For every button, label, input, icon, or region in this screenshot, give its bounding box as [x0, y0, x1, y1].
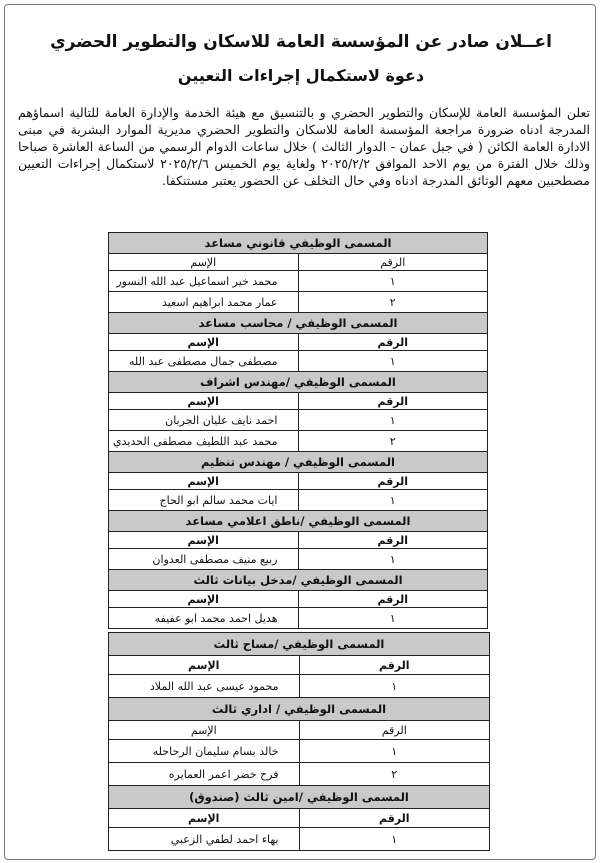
- job-title-header: المسمى الوظيفي /امين ثالث (صندوق): [109, 786, 490, 809]
- table-row: [109, 828, 490, 851]
- number-column-header: الرقم: [299, 809, 490, 828]
- name-column-header: الإسم: [109, 656, 300, 675]
- announcement-subtitle: دعوة لاستكمال إجراءات التعيين: [177, 66, 425, 85]
- row-number: ١: [298, 351, 488, 372]
- name-column-header: الإسم: [109, 473, 299, 490]
- row-number: ٢: [298, 431, 488, 452]
- row-number: ٢: [298, 292, 488, 313]
- job-title-header: المسمى الوظيفي /مساح ثالث: [109, 633, 490, 656]
- name-column-header: الإسم: [109, 334, 299, 351]
- job-title-header: المسمى الوظيفي قانوني مساعد: [109, 233, 488, 254]
- row-name: احمد نايف عليان الجربان: [109, 410, 299, 431]
- row-name: هديل احمد محمد ابو عفيفه: [109, 608, 299, 629]
- name-column-header: الإسم: [109, 809, 300, 828]
- row-number: ١: [299, 828, 490, 851]
- name-column-header: الإسم: [109, 254, 299, 271]
- job-title-header: المسمى الوظيفي /مهندس اشراف: [109, 372, 488, 393]
- table-row: [109, 675, 490, 698]
- announcement-body: تعلن المؤسسة العامة للإسكان والتطوير الحضري و بالتنسيق مع هيئة الخدمة والإدارة العامة للتالية اسماؤهم المدرجة ادناه ضرورة مراجعة المؤسسة العامة للاسكان والتطوير الحضري مديرية الموارد البشرية في مبنى الادارة العامة الكائن ( في جبل عمان - الدوار الثالث ) خلال ساعات الدوام الرسمي من الساعة العاشرة صباحا وذلك خلال الفترة من يوم الاحد الموافق ٢٠٢٥/٢/٢ ولغاية يوم الخميس ٢٠٢٥/٢/٦ لاستكمال إجراءات التعيين مصطحبين معهم الوثائق المدرجة ادناه وفي حال التخلف عن الحضور يعتبر مستنكفا.: [18, 105, 590, 188]
- table-row: [109, 549, 488, 570]
- row-name: مصطفى جمال مصطفى عبد الله: [109, 351, 299, 372]
- name-column-header: الإسم: [109, 393, 299, 410]
- row-name: ربيع منيف مصطفى العدوان: [109, 549, 299, 570]
- row-name: محمود عيسى عبد الله الملاد: [109, 675, 300, 698]
- row-name: خالد بسام سليمان الرحاحله: [109, 740, 300, 763]
- number-column-header: الرقم: [298, 254, 488, 271]
- appointees-table-1: [108, 232, 488, 629]
- job-title-header: المسمى الوظيفي /مدخل بيانات ثالث: [109, 570, 488, 591]
- number-column-header: الرقم: [298, 591, 488, 608]
- row-number: ١: [298, 549, 488, 570]
- appointees-table-2: [108, 632, 490, 851]
- number-column-header: الرقم: [298, 334, 488, 351]
- table-row: [109, 271, 488, 292]
- table-row: [109, 490, 488, 511]
- table-row: [109, 763, 490, 786]
- number-column-header: الرقم: [298, 393, 488, 410]
- row-name: ايات محمد سالم ابو الحاج: [109, 490, 299, 511]
- row-name: عمار محمد ابراهيم اسعيد: [109, 292, 299, 313]
- row-number: ١: [299, 675, 490, 698]
- number-column-header: الرقم: [299, 721, 490, 740]
- number-column-header: الرقم: [298, 473, 488, 490]
- table-row: [109, 292, 488, 313]
- job-title-header: المسمى الوظيفي /ناطق اعلامي مساعد: [109, 511, 488, 532]
- job-title-header: المسمى الوظيفي / اداري ثالث: [109, 698, 490, 721]
- table-row: [109, 608, 488, 629]
- row-number: ١: [298, 271, 488, 292]
- table-row: [109, 351, 488, 372]
- number-column-header: الرقم: [299, 656, 490, 675]
- name-column-header: الإسم: [109, 532, 299, 549]
- name-column-header: الإسم: [109, 721, 300, 740]
- row-number: ١: [298, 490, 488, 511]
- name-column-header: الإسم: [109, 591, 299, 608]
- table-row: [109, 740, 490, 763]
- row-number: ١: [298, 608, 488, 629]
- job-title-header: المسمى الوظيفي / محاسب مساعد: [109, 313, 488, 334]
- announcement-title: اعــلان صادر عن المؤسسة العامة للاسكان والتطوير الحضري: [50, 32, 552, 52]
- table-row: [109, 431, 488, 452]
- row-number: ١: [298, 410, 488, 431]
- row-name: بهاء احمد لطفي الزعبي: [109, 828, 300, 851]
- row-name: محمد عبد اللطيف مصطفى الحديدي: [109, 431, 299, 452]
- table-row: [109, 410, 488, 431]
- row-name: محمد خير اسماعيل عبد الله النسور: [109, 271, 299, 292]
- row-number: ١: [299, 740, 490, 763]
- row-number: ٢: [299, 763, 490, 786]
- number-column-header: الرقم: [298, 532, 488, 549]
- job-title-header: المسمى الوظيفي / مهندس تنظيم: [109, 452, 488, 473]
- row-name: فرح خضر اعمر العمايره: [109, 763, 300, 786]
